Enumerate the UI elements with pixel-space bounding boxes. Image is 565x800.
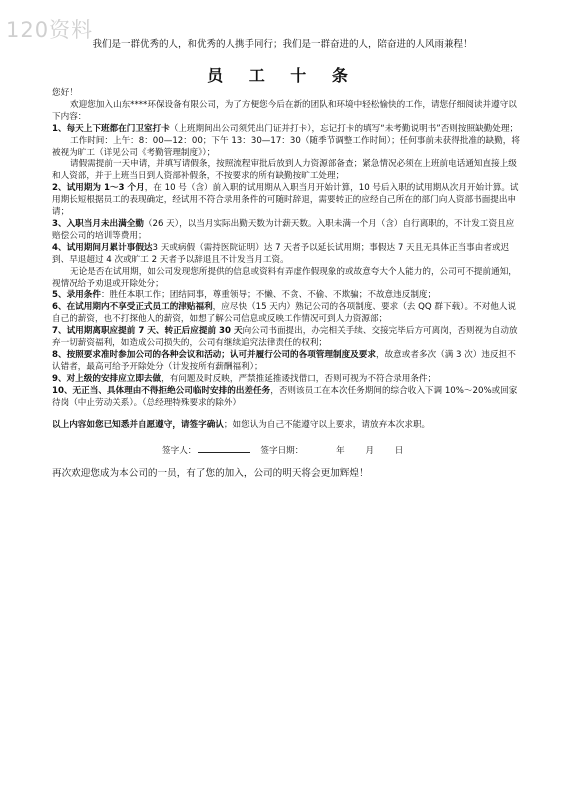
rule-9-text: ，有问题及时反映，严禁推延推诿找借口，否则可视为不符合录用条件； — [161, 373, 437, 384]
confirmation-rest: ；如您认为自己不能遵守以上要求，请放弃本次求职。 — [223, 420, 431, 431]
signature-row — [52, 443, 522, 458]
confirmation-bold: 以上内容如您已知悉并自愿遵守，请签字确认 — [52, 420, 224, 431]
signer-line — [198, 443, 250, 453]
day-label: 日 — [394, 446, 404, 457]
rule-9 — [52, 374, 522, 386]
month-label: 月 — [365, 446, 375, 457]
rule-1-leave: 请假需提前一天申请，并填写请假条，按照流程审批后放到人力资源部备查；紧急情况必须在上班前电话通知直接上级和人资部，并于上班当日到人资部补假条，不按要求的所有缺勤按旷工处理； — [52, 159, 517, 182]
rule-1-lead: 1、每天上下班都在门卫室打卡 — [52, 123, 170, 134]
closing-statement: 再次欢迎您成为本公司的一员，有了您的加入，公司的明天将会更加辉煌！ — [52, 468, 369, 480]
confirmation-statement — [52, 420, 522, 432]
rule-2 — [52, 183, 522, 219]
rule-6-text: ，应尽快（15 天内）熟记公司的各项制度、要求（去 QQ 群下载）。不对他人说自己的薪资，也不打探他人的薪资，如想了解公司信息或反映工作情况可到人力资源部； — [52, 302, 517, 325]
rule-10-text: ，否则该员工在本次任务期间的综合收入下调 10%～20%或回家待岗（中止劳动关系）。（总经理特殊要求的除外） — [52, 385, 518, 408]
rule-7-lead: 7、试用期离职应提前 7 天、转正后应提前 30 天 — [52, 326, 243, 337]
greeting: 您好！ — [52, 88, 78, 98]
rule-3-text: （26 天），以当月实际出勤天数为计薪天数。入职未满一个月（含）自行离职的，不计发工资且应赔偿公司的培训等费用； — [52, 218, 515, 241]
rule-5 — [52, 290, 522, 302]
rule-4-note: 无论是否在试用期，如公司发现您所提供的信息或资料有弄虚作假现象的或故意夸大个人能力的，公司可不提前通知，视情况给予劝退或开除处分； — [52, 266, 517, 289]
rule-4 — [52, 243, 522, 267]
signer-label: 签字人： — [162, 446, 197, 457]
rule-1-text: （上班期间出公司须凭出门证并打卡），忘记打卡的填写“未考勤说明书”否则按照缺勤处理； — [169, 123, 519, 134]
rule-9-lead: 9、对上级的安排应立即去做 — [52, 373, 162, 384]
intro-paragraph: 欢迎您加入山东****环保设备有限公司，为了方便您今后在新的团队和环境中轻松愉快的工作，请您仔细阅读并遵守以下内容： — [52, 99, 517, 122]
page-title: 员 工 十 条 — [207, 66, 358, 85]
rule-4-text: 3 天或病假（需持医院证明）达 7 天者予以延长试用期；事假达 7 天且无具体正当事由者或迟到、早退超过 4 次或旷工 2 天者予以辞退且不计发当月工资。 — [52, 242, 510, 265]
rule-7-text: 向公司书面提出，办完相关手续、交接完毕后方可离岗，否则视为自动放弃一切薪资福利，如造成公司损失的，公司有继续追究法律责任的权利； — [52, 326, 518, 349]
document-body — [52, 88, 522, 480]
rule-8-lead: 8、按照要求准时参加公司的各种会议和活动 — [52, 349, 222, 360]
rule-3 — [52, 219, 522, 243]
motto: 我们是一群优秀的人，和优秀的人携手同行；我们是一群奋进的人，陪奋进的人风雨兼程！ — [92, 39, 473, 50]
rule-6 — [52, 302, 522, 326]
rule-7 — [52, 326, 522, 350]
rule-1-hours: 工作时间：上午：8：00—12：00；下午 13：30—17：30（随季节调整工作时间）；任何事前未获得批准的缺勤，将被视为旷工（详见公司《考勤管理制度》）； — [52, 135, 520, 158]
sign-date-label: 签字日期： — [260, 446, 304, 457]
rule-2-text: ，在 10 号（含）前入职的试用期从入职当月开始计算，10 号后入职的试用期从次月开始计算。试用期长短根据员工的表现确定，经试用不符合录用条件的可随时辞退，需要转正的应经自己所在的部门向人资部书面提出申请； — [52, 183, 519, 218]
rule-2-lead: 2、试用期为 1～3 个月 — [52, 183, 145, 194]
rule-6-lead: 6、在试用期内不享受正式员工的津贴福利 — [52, 302, 213, 313]
rule-10-lead: 10、无正当、具体理由不得拒绝公司临时安排的出差任务 — [52, 385, 271, 396]
rule-8-bold: ；认可并履行公司的各项管理制度及要求 — [221, 349, 376, 360]
year-label: 年 — [336, 446, 345, 457]
rule-3-lead: 3、入职当月未出满全勤 — [52, 218, 144, 229]
rule-10 — [52, 386, 522, 410]
watermark: 120资料 — [6, 18, 94, 42]
rule-8 — [52, 350, 522, 374]
rule-4-lead: 4、试用期间月累计事假达 — [52, 242, 153, 253]
rule-8-text: ，故意或者多次（满 3 次）违反担不认错者，最高可给予开除处分（计发按所有薪酬福利）； — [52, 349, 516, 372]
rule-5-lead: 5、录用条件 — [52, 290, 101, 301]
rule-5-text: ：胜任本职工作；团结同事，尊重领导；不懒、不贪、不偷、不欺骗；不故意违反制度； — [100, 290, 437, 301]
rule-1 — [52, 124, 522, 136]
